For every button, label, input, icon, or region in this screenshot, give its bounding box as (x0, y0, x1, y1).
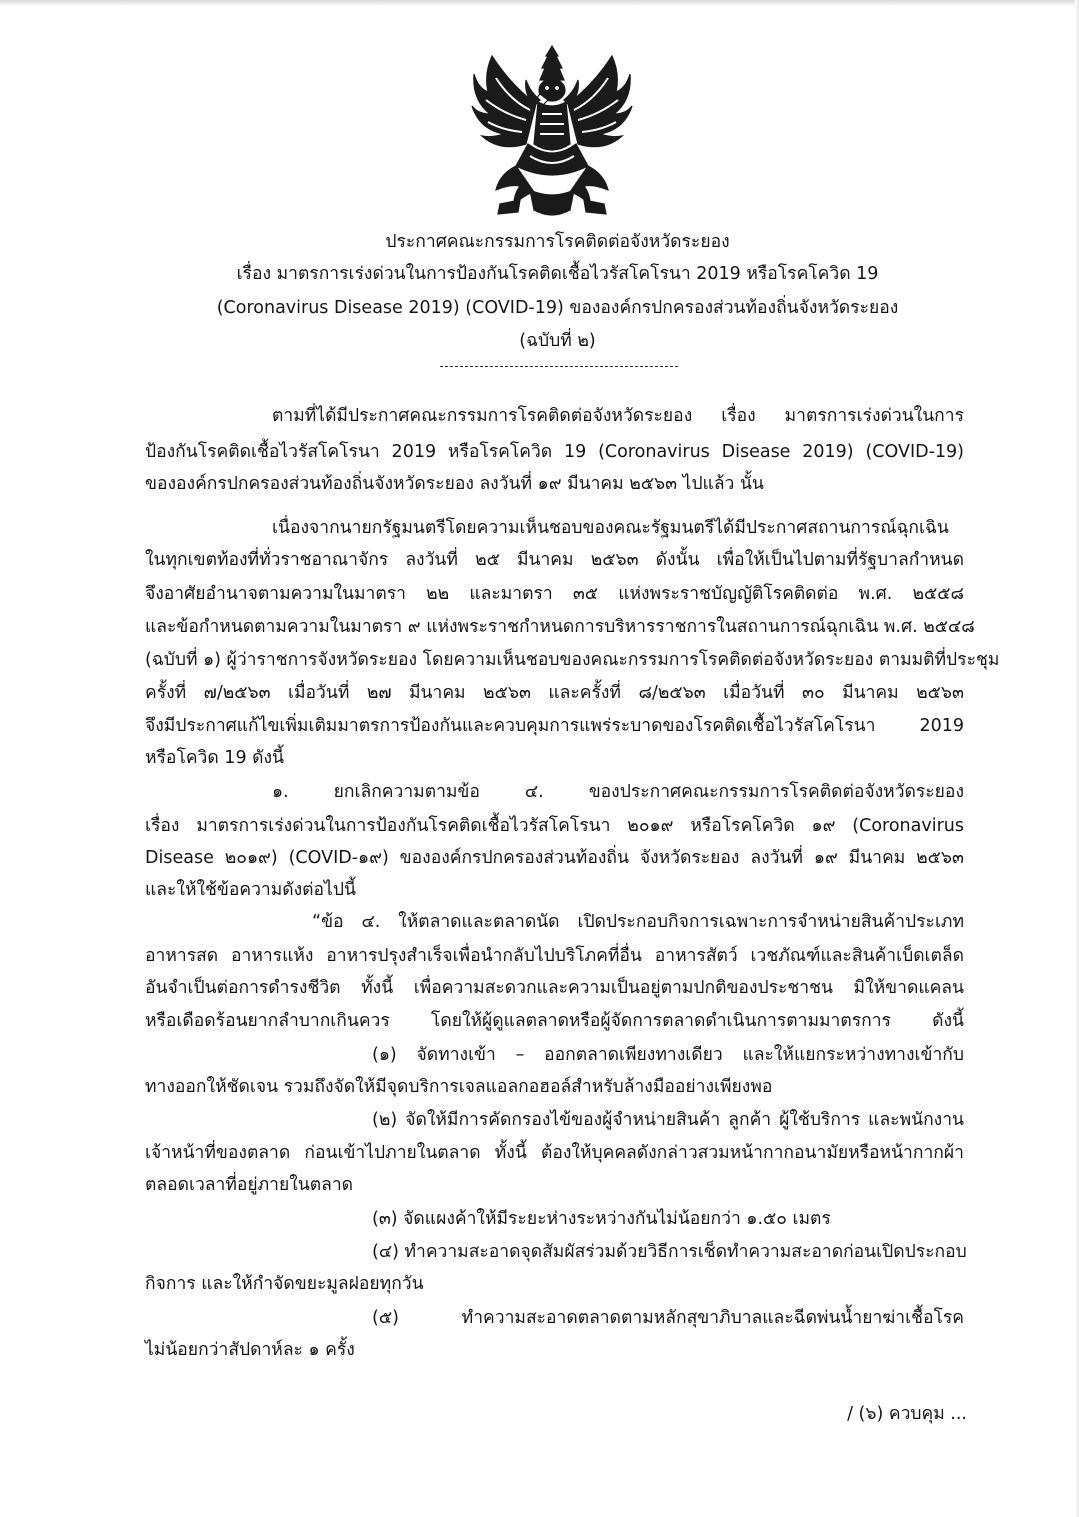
paragraph-1-line: ขององค์กรปกครองส่วนท้องถิ่นจังหวัดระยอง ลงวันที่ ๑๙ มีนาคม ๒๕๖๓ ไปแล้ว นั้น (145, 474, 764, 494)
paragraph-2-line: (ฉบับที่ ๑) ผู้ว่าราชการจังหวัดระยอง โดยความเห็นชอบของคณะกรรมการโรคติดต่อจังหวัดระยอง ตามมติที่ประชุม (145, 650, 1000, 670)
page-continuation-marker: / (๖) ควบคุม ... (847, 1404, 967, 1424)
measure-item-4: กิจการ และให้กำจัดขยะมูลฝอยทุกวัน (145, 1274, 424, 1294)
paragraph-3-line: เรื่อง มาตรการเร่งด่วนในการป้องกันโรคติดเชื้อไวรัสโคโรนา ๒๐๑๙ หรือโรคโควิด ๑๙ (Coronavirus (145, 816, 964, 836)
measure-item-1: ทางออกให้ชัดเจน รวมถึงจัดให้มีจุดบริการเจลแอลกอฮอล์สำหรับล้างมืออย่างเพียงพอ (145, 1077, 773, 1097)
paragraph-2-line: และข้อกำหนดตามความในมาตรา ๙ แห่งพระราชกำหนดการบริหารราชการในสถานการณ์ฉุกเฉิน พ.ศ. ๒๕๔๘ (145, 617, 975, 637)
paragraph-3-line: Disease ๒๐๑๙) (COVID-๑๙) ขององค์กรปกครองส่วนท้องถิ่น จังหวัดระยอง ลงวันที่ ๑๙ มีนาคม ๒๕๖๓ (145, 848, 964, 868)
paragraph-2-line: เนื่องจากนายกรัฐมนตรีโดยความเห็นชอบของคณะรัฐมนตรีได้มีประกาศสถานการณ์ฉุกเฉิน (272, 518, 949, 538)
clause-4-line: “ข้อ ๔. ให้ตลาดและตลาดนัด เปิดประกอบกิจการเฉพาะการจำหน่ายสินค้าประเภท (312, 912, 964, 932)
title-separator (440, 366, 678, 367)
measure-item-5: (๕) ทำความสะอาดตลาดตามหลักสุขาภิบาลและฉีดพ่นน้ำยาฆ่าเชื้อโรค (372, 1308, 964, 1328)
measure-item-1: (๑) จัดทางเข้า – ออกตลาดเพียงทางเดียว และให้แยกระหว่างทางเข้ากับ (372, 1045, 964, 1065)
paragraph-3-line: ๑. ยกเลิกความตามข้อ ๔. ของประกาศคณะกรรมการโรคติดต่อจังหวัดระยอง (272, 782, 964, 802)
paragraph-2-line: จึงมีประกาศแก้ไขเพิ่มเติมมาตรการป้องกันและควบคุมการแพร่ระบาดของโรคติดเชื้อไวรัสโคโรนา 2019 (145, 716, 964, 736)
announcement-edition: (ฉบับที่ ๒) (519, 331, 596, 351)
paragraph-3-line: และให้ใช้ข้อความดังต่อไปนี้ (145, 880, 356, 900)
paragraph-1-line: ป้องกันโรคติดเชื้อไวรัสโคโรนา 2019 หรือโรคโควิด 19 (Coronavirus Disease 2019) (COVID-19) (145, 442, 964, 462)
scan-edge-top (0, 0, 1079, 6)
paragraph-2-line: ในทุกเขตท้องที่ทั่วราชอาณาจักร ลงวันที่ ๒๕ มีนาคม ๒๕๖๓ ดังนั้น เพื่อให้เป็นไปตามที่รัฐบาลกำหนด (145, 550, 964, 570)
measure-item-3: (๓) จัดแผงค้าให้มีระยะห่างระหว่างกันไม่น้อยกว่า ๑.๕๐ เมตร (372, 1209, 831, 1229)
announcement-subject: เรื่อง มาตรการเร่งด่วนในการป้องกันโรคติดเชื้อไวรัสโคโรนา 2019 หรือโรคโควิด 19 (236, 264, 879, 284)
paragraph-2-line: ครั้งที่ ๗/๒๕๖๓ เมื่อวันที่ ๒๗ มีนาคม ๒๕๖๓ และครั้งที่ ๘/๒๕๖๓ เมื่อวันที่ ๓๐ มีนาคม ๒๕๖๓ (145, 683, 964, 703)
measure-item-5: ไม่น้อยกว่าสัปดาห์ละ ๑ ครั้ง (145, 1340, 355, 1360)
paragraph-2-line: จึงอาศัยอำนาจตามความในมาตรา ๒๒ และมาตรา ๓๕ แห่งพระราชบัญญัติโรคติดต่อ พ.ศ. ๒๕๕๘ (145, 584, 964, 604)
announcement-subject-english: (Coronavirus Disease 2019) (COVID-19) ขององค์กรปกครองส่วนท้องถิ่นจังหวัดระยอง (216, 298, 899, 318)
measure-item-2: ตลอดเวลาที่อยู่ภายในตลาด (145, 1175, 354, 1195)
measure-item-4: (๔) ทำความสะอาดจุดสัมผัสร่วมด้วยวิธีการเช็ดทำความสะอาดก่อนเปิดประกอบ (372, 1242, 967, 1262)
measure-item-2: เจ้าหน้าที่ของตลาด ก่อนเข้าไปภายในตลาด ทั้งนี้ ต้องให้บุคคลดังกล่าวสวมหน้ากากอนามัยหรือหน้ากากผ้า (145, 1143, 964, 1163)
scan-edge-right (1075, 0, 1079, 1517)
paragraph-2-line: หรือโควิด 19 ดังนี้ (145, 748, 285, 768)
garuda-emblem-icon (470, 44, 634, 222)
clause-4-line: หรือเดือดร้อนยากลำบากเกินควร โดยให้ผู้ดูแลตลาดหรือผู้จัดการตลาดดำเนินการตามมาตรการ ดังนี้ (145, 1011, 964, 1031)
measure-item-2: (๒) จัดให้มีการคัดกรองไข้ของผู้จำหน่ายสินค้า ลูกค้า ผู้ใช้บริการ และพนักงาน (372, 1110, 964, 1130)
clause-4-line: อันจำเป็นต่อการดำรงชีวิต ทั้งนี้ เพื่อความสะดวกและความเป็นอยู่ตามปกติของประชาชน มิให้ขาดแคลน (145, 978, 964, 998)
clause-4-line: อาหารสด อาหารแห้ง อาหารปรุงสำเร็จเพื่อนำกลับไปบริโภคที่อื่น อาหารสัตว์ เวชภัณฑ์และสินค้าเบ็ดเตล็ด (145, 946, 964, 966)
announcement-issuer: ประกาศคณะกรรมการโรคติดต่อจังหวัดระยอง (385, 232, 730, 252)
paragraph-1-line: ตามที่ได้มีประกาศคณะกรรมการโรคติดต่อจังหวัดระยอง เรื่อง มาตรการเร่งด่วนในการ (272, 406, 964, 426)
